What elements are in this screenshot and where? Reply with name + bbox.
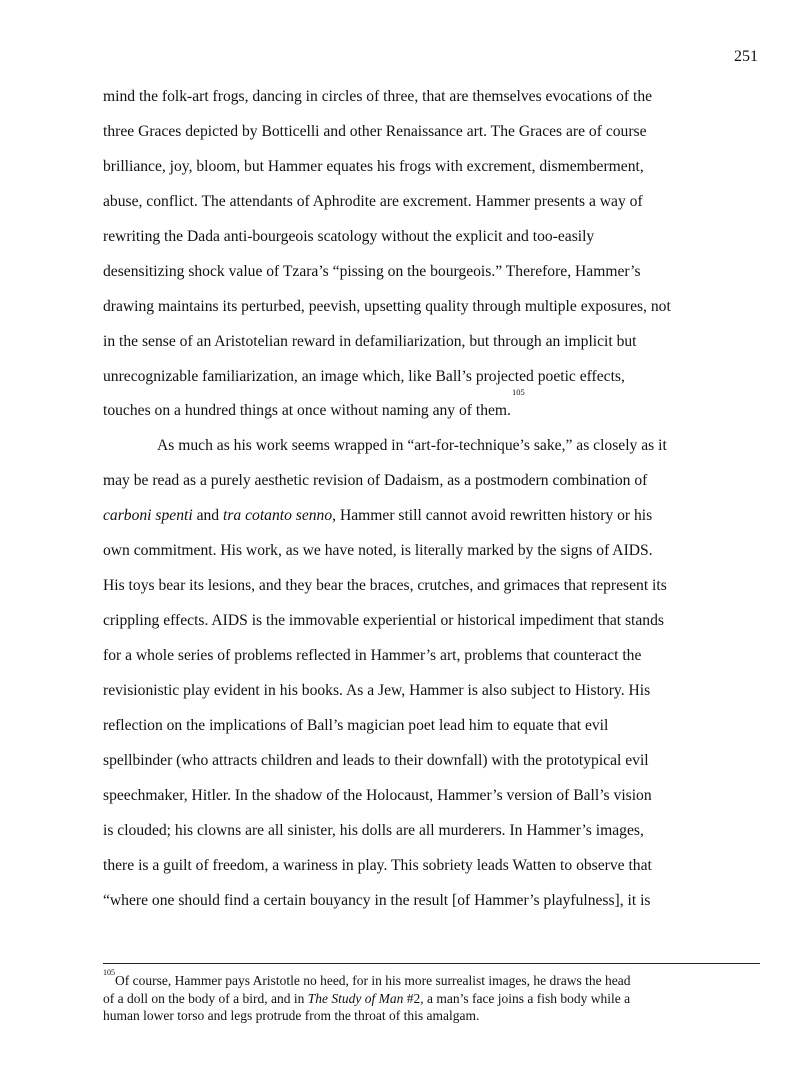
text-line: abuse, conflict. The attendants of Aphrodite are excrement. Hammer presents a way of [103, 192, 643, 210]
paragraph-first-line: As much as his work seems wrapped in “art-for-technique’s sake,” as closely as it [157, 437, 667, 455]
text-line: speechmaker, Hitler. In the shadow of the Holocaust, Hammer’s version of Ball’s vision [103, 786, 652, 804]
text-line: for a whole series of problems reflected in Hammer’s art, problems that counteract the [103, 647, 642, 664]
italic-title: The Study of Man [307, 990, 404, 1006]
text-line: in the sense of an Aristotelian reward in defamiliarization, but through an implicit but [103, 332, 637, 350]
text-line: mind the folk-art frogs, dancing in circles of three, that are themselves evocations of the [103, 88, 653, 105]
text-line: “where one should find a certain bouyancy in the result [of Hammer’s playfulness], it is [103, 891, 651, 909]
body-text [103, 80, 763, 919]
text-line: reflection on the implications of Ball’s magician poet lead him to equate that evil [103, 716, 609, 734]
text-line [103, 499, 763, 534]
text-line: is clouded; his clowns are all sinister, his dolls are all murderers. In Hammer’s images, [103, 821, 644, 839]
italic-phrase: carboni spenti [103, 507, 193, 525]
text-line [103, 387, 763, 429]
page-number: 251 [734, 48, 758, 65]
footnote-reference[interactable]: 105 [511, 387, 525, 398]
text-line: own commitment. His work, as we have noted, is literally marked by the signs of AIDS. [103, 542, 653, 560]
text-span: and [196, 507, 220, 525]
text-line: spellbinder (who attracts children and leads to their downfall) with the prototypical evil [103, 751, 649, 769]
text-span: touches on a hundred things at once without naming any of them. [103, 402, 511, 420]
footnote-text: of a doll on the body of a bird, and in [103, 990, 305, 1006]
footnote [103, 968, 763, 1025]
text-line: rewriting the Dada anti-bourgeois scatology without the explicit and too-easily [103, 227, 595, 245]
text-line: desensitizing shock value of Tzara’s “pissing on the bourgeois.” Therefore, Hammer’s [103, 262, 641, 280]
text-line: brilliance, joy, bloom, but Hammer equates his frogs with excrement, dismemberment, [103, 157, 644, 175]
text-line: three Graces depicted by Botticelli and other Renaissance art. The Graces are of course [103, 122, 647, 140]
footnote-line [103, 990, 763, 1008]
footnote-text: Of course, Hammer pays Aristotle no heed, for in his more surrealist images, he draws the head [115, 973, 631, 988]
italic-phrase: tra cotanto senno [223, 507, 333, 525]
text-line: drawing maintains its perturbed, peevish, upsetting quality through multiple exposures, not [103, 297, 671, 315]
text-line: may be read as a purely aesthetic revision of Dadaism, as a postmodern combination of [103, 472, 648, 490]
footnote-line [103, 968, 763, 990]
text-line: His toys bear its lesions, and they bear the braces, crutches, and grimaces that represent its [103, 577, 667, 595]
footnote-line: human lower torso and legs protrude from the throat of this amalgam. [103, 1008, 480, 1023]
footnote-divider [103, 963, 760, 964]
text-line: crippling effects. AIDS is the immovable experiential or historical impediment that stands [103, 612, 664, 630]
text-span: , Hammer still cannot avoid rewritten history or his [332, 507, 653, 525]
text-line: unrecognizable familiarization, an image which, like Ball’s projected poetic effects, [103, 367, 625, 385]
footnote-text: #2, a man’s face joins a fish body while a [403, 990, 631, 1006]
text-line: there is a guilt of freedom, a wariness in play. This sobriety leads Watten to observe that [103, 856, 652, 874]
text-line: revisionistic play evident in his books. As a Jew, Hammer is also subject to History. His [103, 681, 651, 699]
footnote-number: 105 [103, 968, 115, 977]
